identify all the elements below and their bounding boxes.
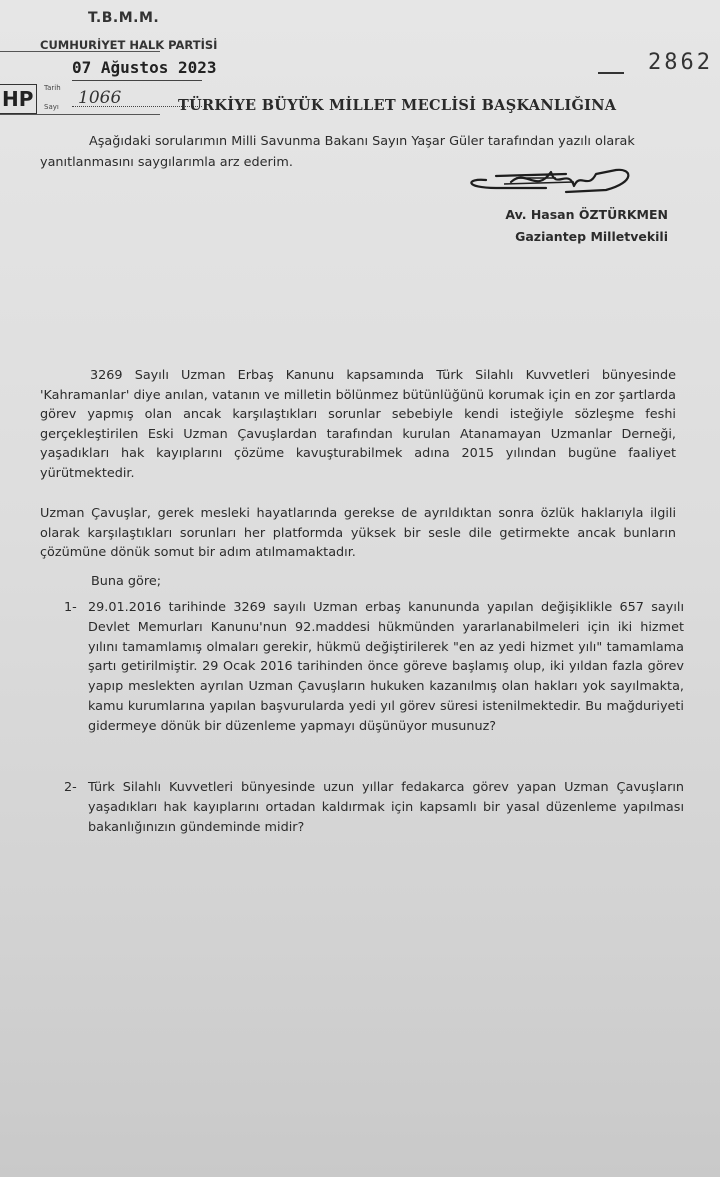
body-paragraph-3: Buna göre; (91, 574, 162, 589)
question-item (64, 598, 684, 737)
author-name: Av. Hasan ÖZTÜRKMEN (505, 207, 668, 222)
document-number-dash (598, 72, 624, 74)
stamp-abbreviation: HP (0, 84, 37, 114)
intro-line-2: yanıtlanmasını saygılarımla arz ederim. (40, 155, 293, 170)
question-item (64, 778, 684, 837)
signature-image (456, 160, 646, 200)
paragraph-2-text: Uzman Çavuşlar, gerek mesleki hayatlarında gerekse de ayrıldıktan sonra özlük haklarıyla ilgili olarak karşılaştıkları sorunları her platformda yüksek bir sesle dile getirmekte ancak bunların çözümüne dönük somut bir adım atılmamaktadır. (40, 506, 676, 561)
document-number: 2862 (648, 50, 713, 75)
body-paragraph-2 (40, 504, 676, 563)
author-title: Gaziantep Milletvekili (515, 229, 668, 244)
paragraph-1-text: 3269 Sayılı Uzman Erbaş Kanunu kapsamında Türk Silahlı Kuvvetleri bünyesinde 'Kahramanlar' diye anılan, vatanın ve milletin bölünmez bütünlüğünü korumak için en zor şartlarda görev yapmış olan ancak karşılaştıkları sorunlar sebebiyle kendi isteğiyle sözleşme feshi gerçekleştirilen Eski Uzman Çavuşlardan tarafından kurulan Atanamayan Uzmanlar Derneği, yaşadıkları hak kayıplarını çözüme kavuşturabilmek adına 2015 yılından bugüne faaliyet yürütmektedir. (40, 368, 676, 481)
intro-line-1: Aşağıdaki sorularımın Milli Savunma Bakanı Sayın Yaşar Güler tarafından yazılı olarak (89, 134, 635, 149)
question-number: 1- (64, 600, 77, 615)
question-text: 29.01.2016 tarihinde 3269 sayılı Uzman erbaş kanununda yapılan değişiklikle 657 sayılı Devlet Memurları Kanunu'nun 92.maddesi hükmünden yararlanabilmeleri için iki hizmet yılını tamamlamış olmaları gerekir, hükmü değiştirilerek "en az yedi hizmet yılı" tamamlama şartı getirilmiştir. 29 Ocak 2016 tarihinden önce göreve başlamış olup, iki yıldan fazla görev yapıp meslekten ayrılan Uzman Çavuşların hukuken kazanılmış olan hakları yok sayılmakta, kamu kurumlarına yapılan başvurularda yedi yıl görev süresi istenilmektedir. Bu mağduriyeti gidermeye dönük bir düzenleme yapmayı düşünüyor musunuz? (88, 600, 684, 734)
question-text: Türk Silahlı Kuvvetleri bünyesinde uzun yıllar fedakarca görev yapan Uzman Çavuşların yaşadıkları hak kayıplarını ortadan kaldırmak için kapsamlı bir yasal düzenleme yapılması bakanlığınızın gündeminde midir? (88, 780, 684, 835)
stamp-date-label: Tarih (44, 84, 61, 92)
stamp-institution: T.B.M.M. (88, 10, 160, 26)
stamp-date-value: 07 Ağustos 2023 (72, 58, 217, 77)
document-heading: TÜRKİYE BÜYÜK MİLLET MECLİSİ BAŞKANLIĞINA (178, 97, 617, 114)
body-paragraph-1 (40, 366, 676, 484)
stamp-date-line (72, 80, 202, 81)
stamp-number-label: Sayı (44, 103, 59, 111)
question-number: 2- (64, 780, 77, 795)
stamp-party-name: CUMHURİYET HALK PARTİSİ (40, 38, 218, 52)
stamp-number-value: 1066 (78, 88, 122, 108)
